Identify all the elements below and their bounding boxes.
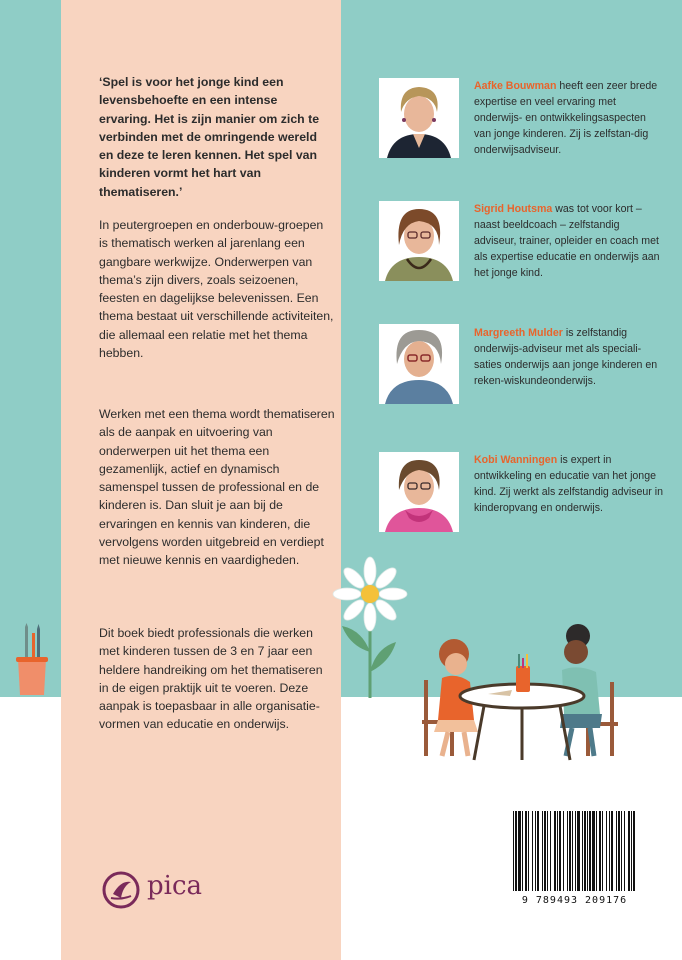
barcode-bar [575,811,576,891]
barcode-bar [542,811,543,891]
barcode-bar [631,811,632,891]
barcode-bar [572,811,573,891]
paragraph-1: In peutergroepen en onderbouw-groepen is thematisch werken al jarenlang een gangbare werkwijze. Onderwerpen van thema’s zijn divers, zoals seizoenen, feesten en dagelijkse belevenissen. Een thema bestaat uit verschillende activiteiten, die allemaal een relatie met het thema hebben. [99,218,334,361]
author-bio-text: is expert in ontwikkeling en educatie van het jonge kind. Zij werkt als zelfstandig adviseur in kinderopvang en onderwijs. [474,454,664,514]
barcode-bar [633,811,635,891]
barcode-bar [513,811,514,891]
barcode-bar [582,811,583,891]
barcode-bar [611,811,613,891]
paragraph-3: Dit boek biedt professionals die werken met kinderen tussen de 3 en 7 jaar een heldere handreiking om het thematiseren in de eigen praktijk uit te voeren. Deze aanpak is toepasbaar in alle organisatie-vormen van educatie en onderwijs. [99,626,323,732]
author-bio-kobi [474,453,664,517]
barcode-bar [599,811,601,891]
barcode-bar [616,811,617,891]
barcode-bar [563,811,564,891]
daisy-flower-icon [328,554,412,698]
paragraph-2: Werken met een thema wordt thematiseren als de aanpak en uitvoering van onderwerpen uit het thema een gezamenlijk, actief en dynamisch samenspel tussen de professional en de kinderen is. Dan sluit je aan bij de ervaringen en kennis van kinderen, die vervolgens worden uitgebreid en verdiept met nieuwe kennis en vaardigheden. [99,407,335,568]
barcode-bar [518,811,521,891]
barcode-bar [547,811,548,891]
barcode-bar [602,811,603,891]
barcode-bar [609,811,610,891]
author-bio-aafke [474,79,664,159]
barcode-bar [535,811,536,891]
barcode-bar [577,811,580,891]
author-bio-margreeth [474,326,664,390]
pencil-cup-icon [14,623,50,697]
author-bio-text: heeft een zeer brede expertise en veel ervaring met onderwijs- en ontwikkelingsaspecten van jonge kinderen. Zij is zelfstan-dig onderwijsadviseur. [474,80,658,156]
barcode-bar [525,811,527,891]
barcode-bar [544,811,546,891]
barcode-bar [592,811,595,891]
barcode-bar [606,811,607,891]
barcode-bar [596,811,597,891]
barcode-bar [537,811,539,891]
barcode-bar [628,811,630,891]
barcode-bar [528,811,529,891]
barcode [507,809,642,909]
children-illustration [412,610,642,770]
author-photo-kobi [379,452,459,532]
author-bio-text: is zelfstandig onderwijs-adviseur met als speciali-saties onderwijs aan jonge kinderen en reken-wiskundeonderwijs. [474,327,658,387]
author-bio-sigrid [474,202,664,282]
barcode-bar [618,811,620,891]
barcode-bar [567,811,568,891]
barcode-bar [624,811,625,891]
author-name: Sigrid Houtsma [474,203,553,215]
barcode-bar [557,811,558,891]
publisher-name: pica [147,871,203,901]
author-name: Margreeth Mulder [474,327,563,339]
barcode-bar [621,811,622,891]
barcode-bar [569,811,571,891]
barcode-bar [589,811,591,891]
back-cover-quote: ‘Spel is voor het jonge kind een levensbehoefte en een intense ervaring. Het is zijn manier om zich te verbinden met de omringende wereld en deze te leren kennen. Het spel van kinderen vormt het hart van thematiseren.’ [99,75,320,199]
barcode-bar [554,811,556,891]
barcode-bars [507,809,642,893]
barcode-bar [584,811,586,891]
author-name: Kobi Wanningen [474,454,558,466]
author-photo-aafke [379,78,459,158]
author-photo-sigrid [379,201,459,281]
barcode-bar [550,811,551,891]
pica-logo-icon [101,870,141,910]
barcode-bar [587,811,588,891]
barcode-number: 9 789493 209176 [521,895,628,906]
barcode-bar [515,811,517,891]
author-name: Aafke Bouwman [474,80,557,92]
author-bio-text: was tot voor kort – naast beeldcoach – zelfstandig adviseur, trainer, opleider en coach met als expertise educatie en onderwijs aan het jonge kind. [474,203,660,279]
author-photo-margreeth [379,324,459,404]
barcode-bar [522,811,523,891]
barcode-bar [559,811,561,891]
barcode-bar [532,811,533,891]
